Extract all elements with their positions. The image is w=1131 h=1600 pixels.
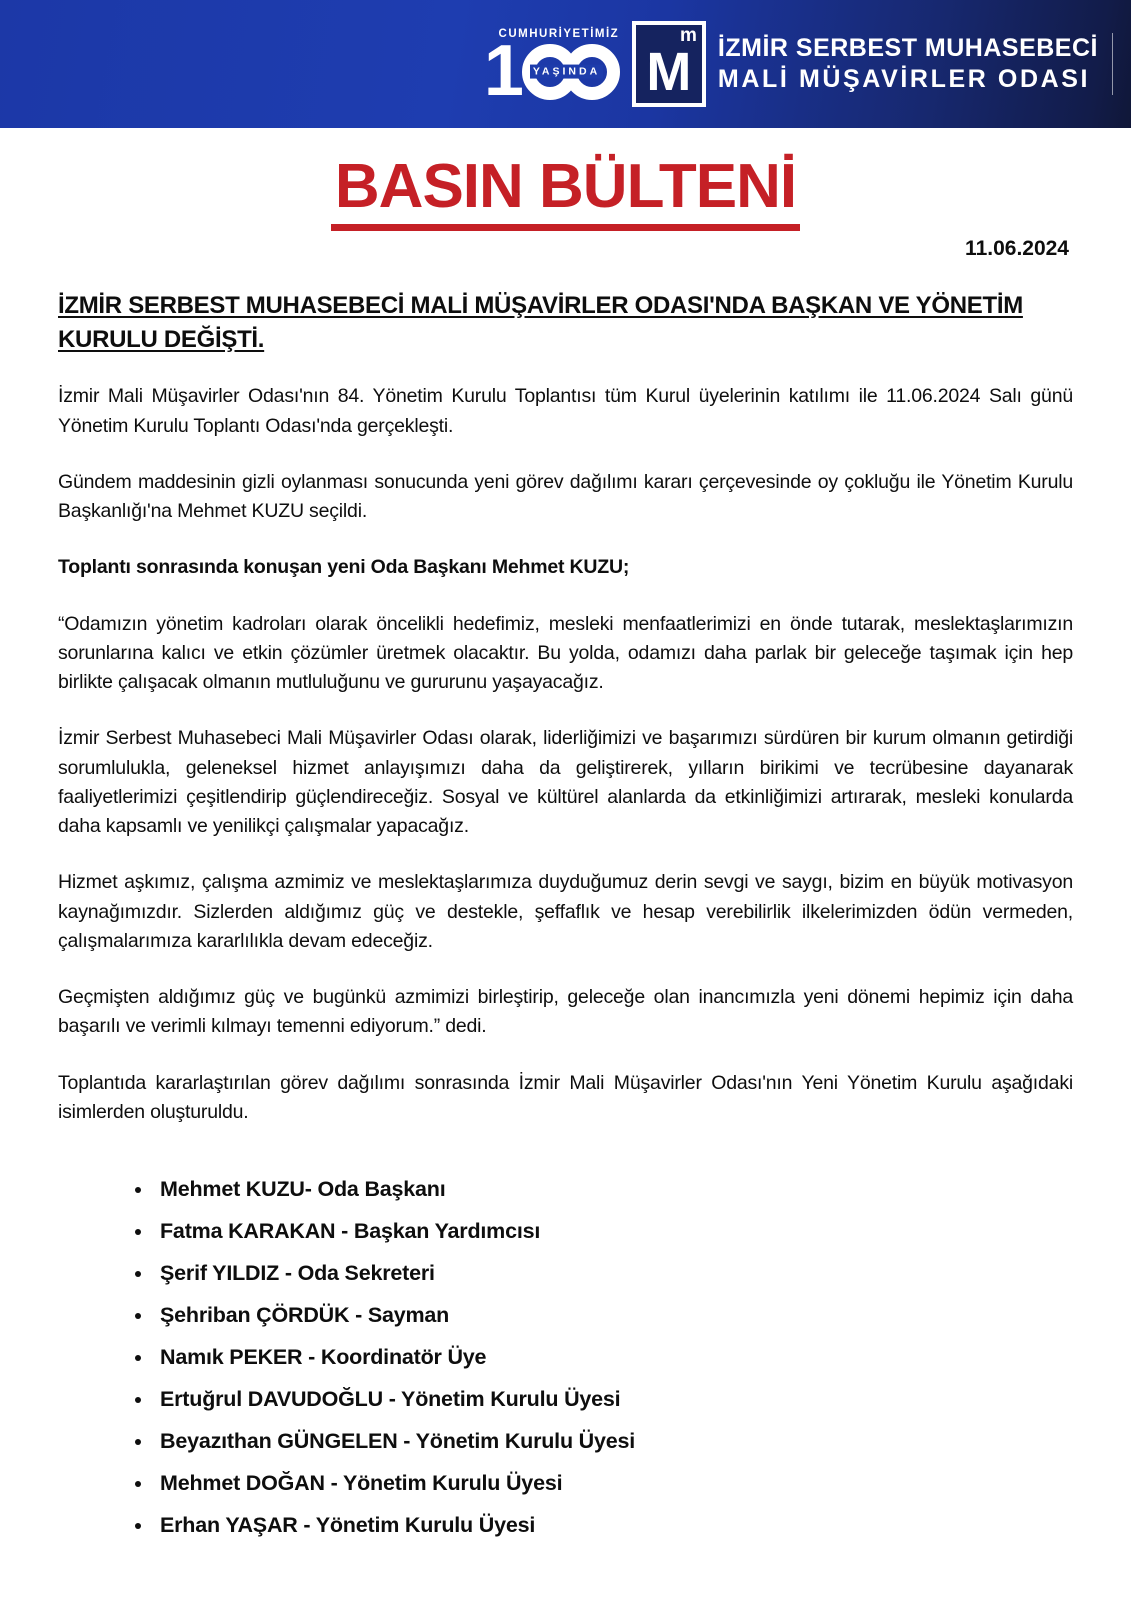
centennial-yasinda-label: YAŞINDA [530, 65, 603, 79]
centennial-logo-top-label: CUMHURİYETİMİZ [498, 28, 620, 40]
list-item: • Fatma KARAKAN - Başkan Yardımcısı [154, 1217, 1073, 1246]
paragraph-lead-bold: Toplantı sonrasında konuşan yeni Oda Başkanı Mehmet KUZU; [58, 556, 630, 579]
list-item: • Şehriban ÇÖRDÜK - Sayman [154, 1301, 1073, 1330]
paragraph-closing: Toplantıda kararlaştırılan görev dağılımı sonrasında İzmir Mali Müşavirler Odası'nın Yeni Yönetim Kurulu aşağıdaki isimlerden oluşturuldu. [58, 1071, 1073, 1123]
organization-name-line1: İZMİR SERBEST MUHASEBECİ [717, 33, 1098, 62]
paragraph-quote-2: İzmir Serbest Muhasebeci Mali Müşavirler Odası olarak, liderliğimizi ve başarımızı sürdüren bir kurum olmanın getirdiği sorumlulukla, geleneksel hizmet anlayışımızı daha da geliştirerek, yılların birikimi ve tecrübesine dayanarak faaliyetlerimizi çeşitlendirip güçlendireceğiz. Sosyal ve kültürel alanlarda da etkinliğimizi artırarak, mesleki konularda daha kapsamlı ve yenilikçi çalışmalar yapacağız. [58, 727, 1073, 838]
document-title-wrap [0, 154, 1131, 231]
list-item: • Mehmet KUZU- Oda Başkanı [154, 1175, 1073, 1204]
list-item: • Erhan YAŞAR - Yönetim Kurulu Üyesi [154, 1511, 1073, 1540]
list-item: • Mehmet DOĞAN - Yönetim Kurulu Üyesi [154, 1469, 1073, 1498]
organization-name [718, 33, 1113, 96]
list-item: • Ertuğrul DAVUDOĞLU - Yönetim Kurulu Üyesi [154, 1385, 1073, 1414]
paragraph-intro-1: İzmir Mali Müşavirler Odası'nın 84. Yönetim Kurulu Toplantısı tüm Kurul üyelerinin katılımı ile 11.06.2024 Salı günü Yönetim Kurulu Toplantı Odası'nda gerçekleşti. [58, 385, 1073, 437]
paragraph-quote-4: Geçmişten aldığımız güç ve bugünkü azmimizi birleştirip, geleceğe olan inancımızla yeni dönemi hepimiz için daha başarılı ve verimli kılmayı temenni ediyorum.” dedi. [58, 986, 1073, 1038]
organization-logo [483, 21, 1113, 111]
list-item: • Şerif YILDIZ - Oda Sekreteri [154, 1259, 1073, 1288]
header-banner [0, 0, 1131, 128]
headline: İZMİR SERBEST MUHASEBECİ MALİ MÜŞAVİRLER ODASI'NDA BAŞKAN VE YÖNETİM KURULU DEĞİŞTİ. [58, 292, 1023, 353]
document-body [58, 382, 1073, 1540]
smmm-emblem-letter: M [646, 42, 692, 102]
paragraph-intro-2: Gündem maddesinin gizli oylanması sonucunda yeni görev dağılımı kararı çerçevesinde oy çokluğu ile Yönetim Kurulu Başkanlığı'na Mehmet KUZU seçildi. [58, 470, 1073, 523]
centennial-logo [483, 28, 620, 111]
page-title: BASIN BÜLTENİ [331, 154, 800, 231]
paragraph-quote-3: Hizmet aşkımız, çalışma azmimiz ve meslektaşlarımıza duyduğumuz derin sevgi ve saygı, bizim en büyük motivasyon kaynağımızdır. Sizlerden aldığımız güç ve destekle, şeffaflık ve hesap verebilirlik ilkelerimizden ödün vermeden, çalışmalarımıza kararlılıkla devam edeceğiz. [58, 871, 1073, 952]
list-item: • Namık PEKER - Koordinatör Üye [154, 1343, 1073, 1372]
list-item: • Beyazıthan GÜNGELEN - Yönetim Kurulu Üyesi [154, 1427, 1073, 1456]
smmm-emblem [632, 21, 706, 107]
organization-name-line2: MALİ MÜŞAVİRLER ODASI [717, 65, 1091, 93]
document-date: 11.06.2024 [965, 237, 1069, 261]
paragraph-quote-1: “Odamızın yönetim kadroları olarak öncelikli hedefimiz, mesleki menfaatlerimizi en önde tutarak, meslektaşlarımızın sorunlarına kalıcı ve etkin çözümler üretmek olacaktır. Bu yolda, odamızı daha parlak bir geleceğe taşımak için hep birlikte çalışacak olmanın mutluluğunu ve gururunu yaşayacağız. [58, 612, 1073, 694]
centennial-digit-one: 1 [483, 31, 520, 111]
smmm-emblem-superscript: m [680, 25, 697, 46]
board-member-list [154, 1175, 1073, 1540]
